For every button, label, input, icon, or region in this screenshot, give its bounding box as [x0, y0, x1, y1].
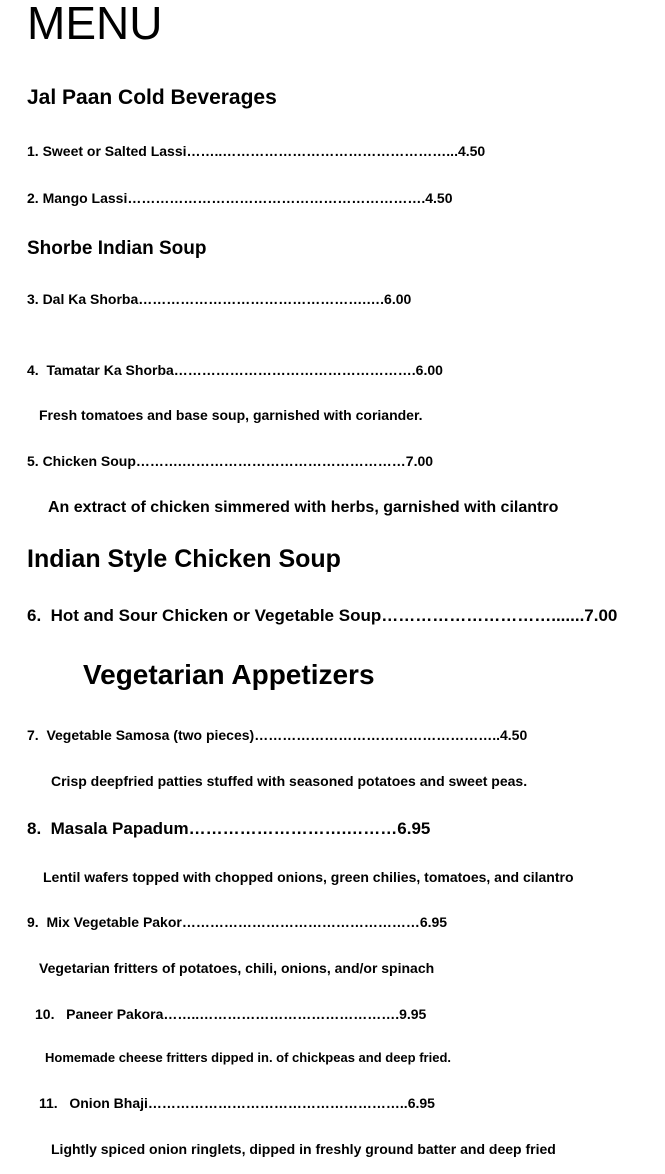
menu-item-6: 6. Hot and Sour Chicken or Vegetable Soup………………………….......7.00 [27, 606, 618, 625]
menu-item-8-description: Lentil wafers topped with chopped onions, green chilies, tomatoes, and cilantro [43, 869, 574, 885]
menu-item-5: 5. Chicken Soup……….…………………………………………7.00 [27, 453, 434, 469]
menu-item-8: 8. Masala Papadum……………………….………6.95 [27, 819, 431, 838]
section-heading-chicken-soup: Indian Style Chicken Soup [27, 545, 341, 573]
menu-item-11-description: Lightly spiced onion ringlets, dipped in freshly ground batter and deep fried [51, 1141, 556, 1157]
menu-item-10: 10. Paneer Pakora……..…………………………………….9.95 [35, 1006, 427, 1022]
menu-item-5-description: An extract of chicken simmered with herbs, garnished with cilantro [48, 499, 559, 516]
menu-item-7: 7. Vegetable Samosa (two pieces)……………………………………………..4.50 [27, 727, 528, 743]
menu-item-9: 9. Mix Vegetable Pakor……………………………………………6.95 [27, 914, 448, 930]
menu-item-4: 4. Tamatar Ka Shorba…………………………………………….6.00 [27, 362, 443, 378]
menu-item-7-description: Crisp deepfried patties stuffed with seasoned potatoes and sweet peas. [51, 773, 528, 789]
menu-item-4-description: Fresh tomatoes and base soup, garnished with coriander. [39, 407, 423, 423]
menu-title: MENU [27, 0, 163, 49]
menu-item-11: 11. Onion Bhaji………………………………………………..6.95 [39, 1095, 435, 1111]
section-heading-cold-beverages: Jal Paan Cold Beverages [27, 86, 277, 109]
menu-item-10-description: Homemade cheese fritters dipped in. of chickpeas and deep fried. [45, 1050, 452, 1065]
section-heading-veg-appetizers: Vegetarian Appetizers [83, 659, 375, 690]
menu-item-1: 1. Sweet or Salted Lassi……..…………………………………………...4.50 [27, 143, 486, 159]
menu-item-2: 2. Mango Lassi……………………………………………………….4.50 [27, 190, 453, 206]
section-heading-indian-soup: Shorbe Indian Soup [27, 238, 207, 259]
menu-item-3: 3. Dal Ka Shorba………………………………………….….6.00 [27, 291, 412, 307]
menu-item-9-description: Vegetarian fritters of potatoes, chili, onions, and/or spinach [39, 960, 435, 976]
